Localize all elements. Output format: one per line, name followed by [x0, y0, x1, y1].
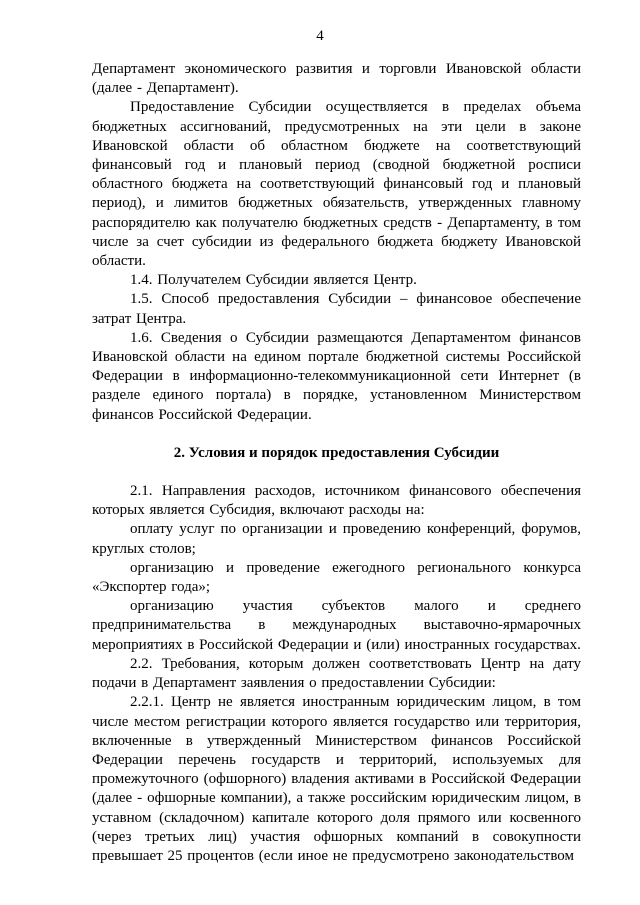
paragraph-2-2: 2.2. Требования, которым должен соответствовать Центр на дату подачи в Департамент заявления о предоставлении Субсидии:: [92, 655, 581, 692]
paragraph-1-6: 1.6. Сведения о Субсидии размещаются Департаментом финансов Ивановской области на едином портале бюджетной системы Российской Федерации в информационно-телекоммуникационной сети Интернет (в разделе единого портала) в порядке, установленном Министерством финансов Российской Федерации.: [92, 329, 581, 423]
section-2-heading: 2. Условия и порядок предоставления Субсидии: [173, 444, 500, 461]
paragraph-2-1: 2.1. Направления расходов, источником финансового обеспечения которых является Субсидия, включают расходы на:: [92, 483, 581, 519]
paragraph-1-5: 1.5. Способ предоставления Субсидии – финансовое обеспечение затрат Центра.: [92, 291, 581, 327]
paragraph-1-4: 1.4. Получателем Субсидии является Центр.: [130, 272, 417, 289]
paragraph-subsidy-provision: Предоставление Субсидии осуществляется в пределах объема бюджетных ассигнований, предусмотренных на эти цели в законе Ивановской области об областном бюджете на соответствующий финансовый год и плановый период (сводной бюджетной росписи областного бюджета на соответствующий финансовый год и плановый период), и лимитов бюджетных обязательств, утвержденных главному распорядителю как получателю бюджетных средств - Департаменту, в том числе за счет субсидии из федерального бюджета бюджету Ивановской области.: [92, 99, 581, 270]
paragraph-department-continuation: Департамент экономического развития и торговли Ивановской области (далее - Департамент).: [92, 61, 581, 97]
paragraph-2-1-item-conferences: оплату услуг по организации и проведению конференций, форумов, круглых столов;: [92, 521, 581, 557]
paragraph-2-1-item-contest: организацию и проведение ежегодного регионального конкурса «Экспортер года»;: [92, 559, 581, 596]
paragraph-2-2-1: 2.2.1. Центр не является иностранным юридическим лицом, в том числе местом регистрации которого является государство или территория, включенные в утвержденный Министерством финансов Российской Федерации перечень государств и территорий, используемых для промежуточного (офшорного) владения активами в Российской Федерации (далее - офшорные компании), а также российским юридическим лицом, в уставном (складочном) капитале которого доля прямого или косвенного (через третьих лиц) участия офшорных компаний в совокупности превышает 25 процентов (если иное не предусмотрено законодательством: [92, 694, 581, 864]
paragraph-2-1-item-exhibitions: организацию участия субъектов малого и среднего предпринимательства в международных выставочно-ярмарочных мероприятиях в Российской Федерации и (или) иностранных государствах.: [92, 598, 581, 653]
page-number: 4: [316, 28, 324, 44]
document-content: [92, 60, 581, 866]
